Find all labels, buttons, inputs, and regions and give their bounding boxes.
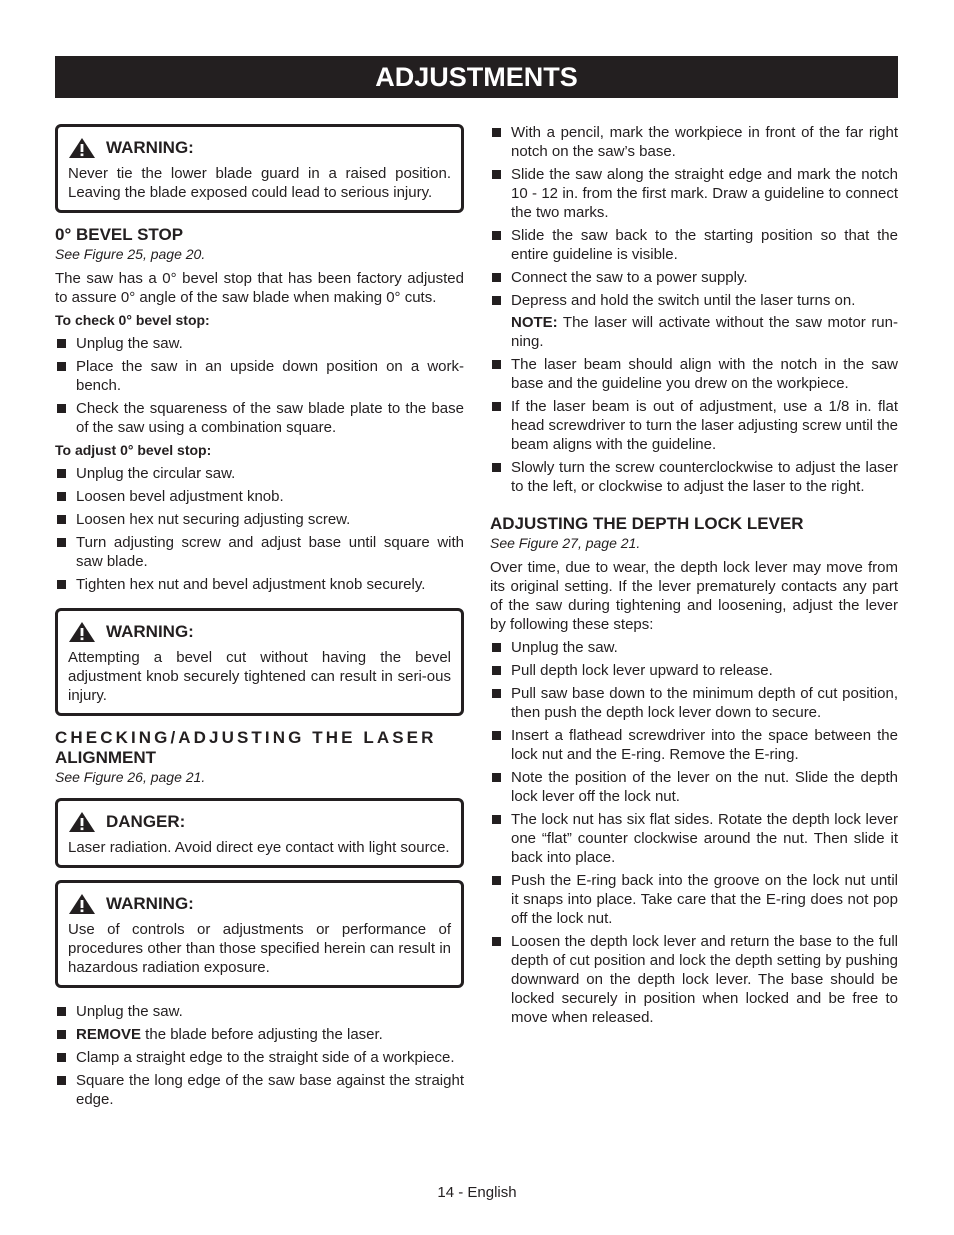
warning-label: WARNING: <box>106 138 194 157</box>
list-item: With a pencil, mark the workpiece in front of the far right notch on the saw’s base. <box>490 123 898 161</box>
section-heading-laser-line1: CHECKING/ADJUSTING THE LASER <box>55 728 437 747</box>
depth-intro: Over time, due to wear, the depth lock lever may move from its original setting. If the lever prematurely contacts any part of the saw during tightening and loosening, adjust the lever by following these steps: <box>490 559 898 633</box>
depth-lock-steps <box>490 638 898 1027</box>
danger-text: Laser radiation. Avoid direct eye contact with light source. <box>68 839 450 856</box>
bullet-icon <box>492 463 501 472</box>
warning-label: WARNING: <box>106 894 194 913</box>
danger-box-laser <box>55 798 464 868</box>
section-heading-depth-lock: ADJUSTING THE DEPTH LOCK LEVER <box>490 514 804 533</box>
bullet-icon <box>492 360 501 369</box>
figure-reference: See Figure 26, page 21. <box>55 769 206 785</box>
warning-triangle-icon <box>68 621 96 643</box>
list-item: Unplug the saw. <box>55 1002 464 1021</box>
warning-box-radiation <box>55 880 464 988</box>
list-item: Square the long edge of the saw base against the straight edge. <box>55 1071 464 1109</box>
bullet-icon <box>492 666 501 675</box>
section-heading-bevel-stop: 0° BEVEL STOP <box>55 225 184 244</box>
bullet-icon <box>492 937 501 946</box>
list-item: Insert a flathead screwdriver into the space between the lock nut and the E-ring. Remove the E-ring. <box>490 726 898 764</box>
adjust-bevel-label: To adjust 0° bevel stop: <box>55 442 212 458</box>
bullet-icon <box>492 815 501 824</box>
check-bevel-label: To check 0° bevel stop: <box>55 312 210 328</box>
list-item: Pull saw base down to the minimum depth of cut position, then push the depth lock lever down to secure. <box>490 684 898 722</box>
bullet-icon <box>57 1053 66 1062</box>
bullet-icon <box>57 362 66 371</box>
list-item: Turn adjusting screw and adjust base until square with saw blade. <box>55 533 464 571</box>
bullet-icon <box>492 731 501 740</box>
bullet-icon <box>57 580 66 589</box>
warning-triangle-icon <box>68 893 96 915</box>
list-item: Slide the saw along the straight edge and mark the notch 10 - 12 in. from the first mark. Draw a guideline to connect the two marks. <box>490 165 898 222</box>
list-item: Depress and hold the switch until the laser turns on. <box>490 291 898 310</box>
warning-box-blade-guard <box>55 124 464 213</box>
bullet-icon <box>492 402 501 411</box>
list-item: Tighten hex nut and bevel adjustment knob securely. <box>55 575 464 594</box>
section-heading-laser-line2: ALIGNMENT <box>55 748 157 767</box>
check-bevel-list <box>55 334 464 437</box>
bullet-icon <box>57 1030 66 1039</box>
list-item: Loosen bevel adjustment knob. <box>55 487 464 506</box>
bullet-icon <box>57 339 66 348</box>
list-item: Connect the saw to a power supply. <box>490 268 898 287</box>
list-item: Slowly turn the screw counterclockwise to adjust the laser to the left, or clockwise to adjust the laser to the right. <box>490 458 898 496</box>
laser-alignment-steps-continued <box>490 355 898 496</box>
bullet-icon <box>492 773 501 782</box>
list-item: Unplug the saw. <box>490 638 898 657</box>
bullet-icon <box>492 231 501 240</box>
list-item: Slide the saw back to the starting position so that the entire guideline is visible. <box>490 226 898 264</box>
warning-triangle-icon <box>68 811 96 833</box>
list-item: Push the E-ring back into the groove on the lock nut until it snaps into place. Take care that the E-ring does not pop off the lock nut. <box>490 871 898 928</box>
list-item: Unplug the saw. <box>55 334 464 353</box>
bullet-icon <box>492 643 501 652</box>
laser-note: NOTE: The laser will activate without the saw motor run-ning. <box>511 314 898 350</box>
list-item: Loosen the depth lock lever and return the base to the full depth of cut position and lock the depth setting by pushing downward on the depth lock lever. The base should be locked securely in position when locked and be free to move when released. <box>490 932 898 1027</box>
list-item: Loosen hex nut securing adjusting screw. <box>55 510 464 529</box>
list-item: Pull depth lock lever upward to release. <box>490 661 898 680</box>
figure-reference: See Figure 27, page 21. <box>490 535 641 551</box>
list-item: REMOVE the blade before adjusting the laser. <box>55 1025 464 1044</box>
left-column <box>55 124 464 1113</box>
emphasis-remove: REMOVE <box>76 1026 142 1043</box>
bullet-icon <box>57 1076 66 1085</box>
list-item: Note the position of the lever on the nut. Slide the depth lock lever off the lock nut. <box>490 768 898 806</box>
warning-title <box>68 137 451 159</box>
list-item: Check the squareness of the saw blade plate to the base of the saw using a combination square. <box>55 399 464 437</box>
list-item: Place the saw in an upside down position on a work-bench. <box>55 357 464 395</box>
laser-alignment-steps <box>490 123 898 310</box>
list-item: Unplug the circular saw. <box>55 464 464 483</box>
bullet-icon <box>57 404 66 413</box>
bullet-icon <box>57 1007 66 1016</box>
warning-triangle-icon <box>68 137 96 159</box>
page-number: 14 - English <box>437 1184 517 1201</box>
bullet-icon <box>492 876 501 885</box>
danger-label: DANGER: <box>106 812 186 831</box>
list-item: The laser beam should align with the notch in the saw base and the guideline you drew on the workpiece. <box>490 355 898 393</box>
laser-steps-list <box>55 1002 464 1109</box>
adjust-bevel-list <box>55 464 464 594</box>
list-item: Clamp a straight edge to the straight side of a workpiece. <box>55 1048 464 1067</box>
page-title: ADJUSTMENTS <box>55 56 898 98</box>
bullet-icon <box>57 492 66 501</box>
bullet-icon <box>57 515 66 524</box>
bullet-icon <box>492 273 501 282</box>
warning-text: Attempting a bevel cut without having the bevel adjustment knob securely tightened can result in seri-ous injury. <box>68 649 451 704</box>
bevel-intro: The saw has a 0° bevel stop that has been factory adjusted to assure 0° angle of the saw blade when making 0° cuts. <box>55 270 464 306</box>
warning-box-bevel-cut <box>55 608 464 716</box>
warning-label: WARNING: <box>106 622 194 641</box>
bullet-icon <box>57 538 66 547</box>
bullet-icon <box>492 170 501 179</box>
warning-title <box>68 893 451 915</box>
note-label: NOTE: <box>511 314 558 331</box>
bullet-icon <box>492 128 501 137</box>
list-item: The lock nut has six flat sides. Rotate the depth lock lever one “flat” counter clockwise around the nut. Then slide it back into place. <box>490 810 898 867</box>
danger-title <box>68 811 451 833</box>
warning-title <box>68 621 451 643</box>
bullet-icon <box>492 689 501 698</box>
list-item: If the laser beam is out of adjustment, use a 1/8 in. flat head screwdriver to turn the laser adjusting screw until the beam aligns with the guideline. <box>490 397 898 454</box>
bullet-icon <box>492 296 501 305</box>
figure-reference: See Figure 25, page 20. <box>55 246 206 262</box>
bullet-icon <box>57 469 66 478</box>
warning-text: Never tie the lower blade guard in a raised position. Leaving the blade exposed could lead to serious injury. <box>68 165 451 201</box>
warning-text: Use of controls or adjustments or performance of procedures other than those specified herein can result in hazardous radiation exposure. <box>68 921 451 976</box>
right-column <box>490 123 898 1031</box>
